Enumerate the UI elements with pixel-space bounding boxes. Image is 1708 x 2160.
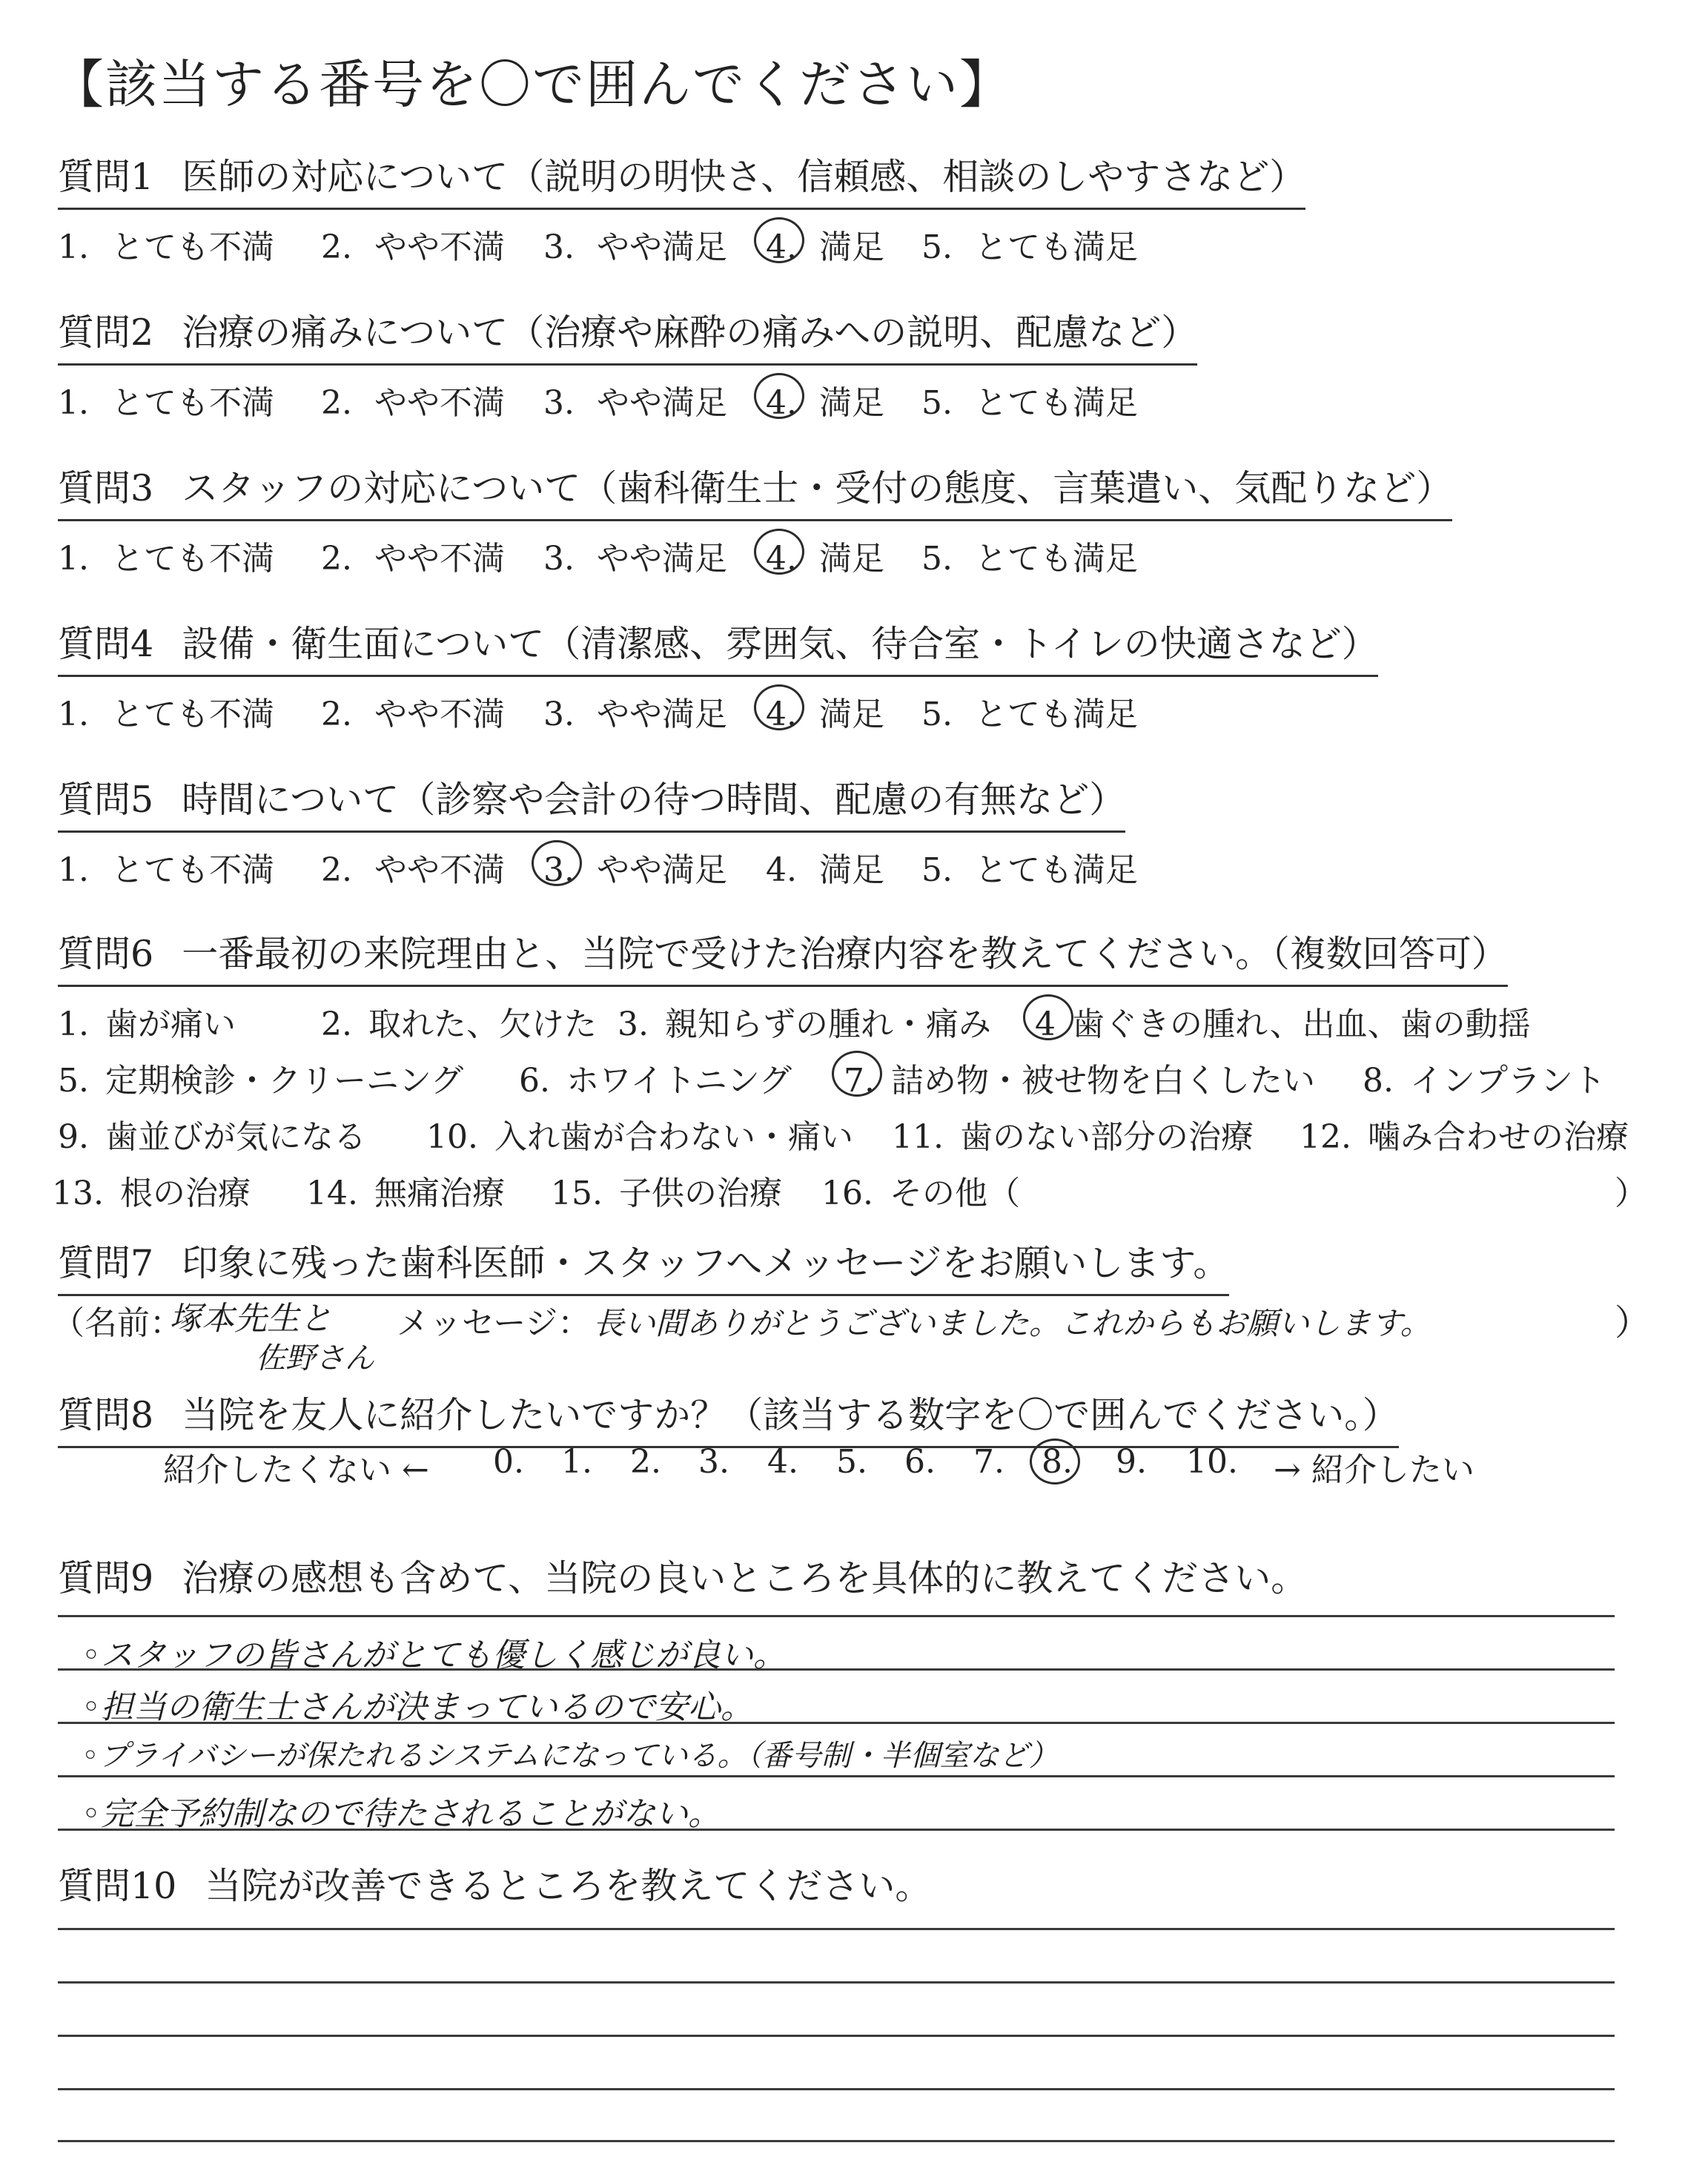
scale-option-6[interactable]: 6. — [904, 1443, 936, 1481]
recommend-scale: 紹介したくない ← 0. 1. 2. 3. 4. 5. 6. 7. 8. 9. 10. → 紹介したい — [163, 1443, 1572, 1495]
question-text: 当院が改善できるところを教えてください。 — [205, 1865, 932, 1907]
question-10 — [58, 1857, 1652, 1917]
reason-option-1[interactable]: 1. 歯が痛い — [58, 1005, 236, 1043]
rating-option-2[interactable]: 2. やや不満 — [321, 540, 505, 578]
question-6 — [52, 925, 1652, 1212]
rating-options — [58, 371, 1652, 423]
reason-option-15[interactable]: 15. 子供の治療 — [551, 1175, 782, 1212]
scale-option-2[interactable]: 2. — [630, 1443, 661, 1481]
question-heading — [58, 771, 1125, 833]
reason-option-13[interactable]: 13. 根の治療 — [52, 1175, 251, 1212]
question-7 — [58, 1235, 1652, 1296]
scale-option-0[interactable]: 0. — [493, 1443, 524, 1481]
rating-option-1[interactable]: 1. とても不満 — [58, 384, 274, 422]
question-4 — [58, 615, 1652, 735]
rating-option-2[interactable]: 2. やや不満 — [321, 384, 505, 422]
reason-options-row-2 — [58, 1049, 1652, 1100]
scale-right-label: → 紹介したい — [1274, 1451, 1474, 1489]
q10-answer-line-5[interactable] — [58, 2140, 1615, 2142]
question-number: 質問10 — [58, 1865, 177, 1907]
q9-answer-line-4[interactable]: ◦完全予約制なので待たされることがない。 — [82, 1795, 721, 1833]
answer-rule — [58, 1775, 1615, 1777]
page-title: 【該当する番号を〇で囲んでください】 — [52, 54, 1013, 115]
question-text: 印象に残った歯科医師・スタッフへメッセージをお願いします。 — [182, 1242, 1230, 1284]
answer-rule — [58, 1829, 1615, 1831]
rating-options — [58, 527, 1652, 579]
reason-option-14[interactable]: 14. 無痛治療 — [306, 1175, 505, 1212]
rating-options — [58, 839, 1652, 891]
question-3 — [58, 460, 1652, 579]
rating-option-3[interactable]: 3. やや満足 — [543, 384, 727, 422]
q9-answer-line-1[interactable]: ◦スタッフの皆さんがとても優しく感じが良い。 — [82, 1636, 786, 1674]
scale-option-5[interactable]: 5. — [836, 1443, 867, 1481]
answer-rule — [58, 1615, 1615, 1617]
answer-rule — [58, 1722, 1615, 1724]
question-1 — [58, 148, 1652, 268]
question-heading — [58, 460, 1452, 521]
message-open-label: （名前： — [52, 1304, 182, 1342]
question-heading — [58, 1857, 931, 1917]
question-number: 質問3 — [58, 467, 154, 509]
reason-option-3[interactable]: 3. 親知らずの腫れ・痛み — [618, 1005, 991, 1043]
q10-answer-line-1[interactable] — [58, 1928, 1615, 1930]
answer-circle — [754, 217, 804, 263]
reason-option-16[interactable]: 16. その他（ — [821, 1175, 1020, 1212]
scale-option-7[interactable]: 7. — [973, 1443, 1004, 1481]
rating-option-4[interactable]: 4. 満足 — [766, 687, 884, 735]
rating-option-2[interactable]: 2. やや不満 — [321, 696, 505, 733]
question-heading — [58, 615, 1378, 677]
rating-option-4[interactable]: 4. 満足 — [766, 532, 884, 579]
reason-options-row-3 — [58, 1106, 1652, 1156]
reason-option-6[interactable]: 6. ホワイトニング — [519, 1062, 792, 1100]
question-text: 治療の感想も含めて、当院の良いところを具体的に教えてください。 — [182, 1557, 1308, 1599]
answer-circle — [1023, 994, 1073, 1040]
reason-option-8[interactable]: 8. インプラント — [1363, 1062, 1606, 1100]
question-text: 当院を友人に紹介したいですか？（該当する数字を〇で囲んでください。） — [182, 1394, 1399, 1436]
question-text: 一番最初の来院理由と、当院で受けた治療内容を教えてください。（複数回答可） — [182, 933, 1508, 975]
reason-option-11[interactable]: 11. 歯のない部分の治療 — [892, 1118, 1254, 1156]
answer-circle — [754, 529, 804, 575]
scale-option-4[interactable]: 4. — [767, 1443, 798, 1481]
question-2 — [58, 304, 1652, 423]
answer-rule — [58, 1668, 1615, 1671]
q10-answer-line-4[interactable] — [58, 2088, 1615, 2090]
question-heading — [58, 304, 1197, 366]
message-close-paren: ） — [1615, 1302, 1651, 1344]
question-text: 時間について（診察や会計の待つ時間、配慮の有無など） — [182, 779, 1126, 821]
question-number: 質問5 — [58, 779, 154, 821]
rating-option-4[interactable]: 4. 満足 — [766, 376, 884, 423]
rating-option-3[interactable]: 3. やや満足 — [543, 540, 727, 578]
reason-option-10[interactable]: 10. 入れ歯が合わない・痛い — [426, 1118, 853, 1156]
q10-answer-line-3[interactable] — [58, 2035, 1615, 2037]
rating-options — [58, 683, 1652, 735]
rating-option-2[interactable]: 2. やや不満 — [321, 851, 505, 889]
rating-option-5[interactable]: 5. とても満足 — [921, 540, 1138, 578]
q9-answer-line-3[interactable]: ◦プライバシーが保たれるシステムになっている。（番号制・半個室など） — [82, 1739, 1059, 1773]
rating-option-1[interactable]: 1. とても不満 — [58, 696, 274, 733]
reason-option-5[interactable]: 5. 定期検診・クリーニング — [58, 1062, 464, 1100]
message-label: メッセージ： — [397, 1304, 591, 1342]
rating-option-1[interactable]: 1. とても不満 — [58, 540, 274, 578]
rating-option-3[interactable]: 3. やや満足 — [543, 843, 727, 891]
question-text: 医師の対応について（説明の明快さ、信頼感、相談のしやすさなど） — [182, 156, 1306, 198]
rating-option-1[interactable]: 1. とても不満 — [58, 851, 274, 889]
rating-option-5[interactable]: 5. とても満足 — [921, 696, 1138, 733]
question-number: 質問1 — [58, 156, 154, 198]
reason-option-7[interactable]: 7. 詰め物・被せ物を白くしたい — [844, 1054, 1315, 1101]
question-heading — [58, 1235, 1229, 1296]
rating-option-4[interactable]: 4. 満足 — [766, 851, 884, 889]
rating-option-3[interactable]: 3. やや満足 — [543, 228, 727, 266]
question-number: 質問6 — [58, 933, 154, 975]
answer-circle — [832, 1051, 882, 1097]
question-text: 治療の痛みについて（治療や麻酔の痛みへの説明、配慮など） — [182, 311, 1198, 354]
question-number: 質問4 — [58, 623, 154, 665]
rating-option-5[interactable]: 5. とても満足 — [921, 851, 1138, 889]
staff-name-line-2[interactable]: 佐野さん — [256, 1341, 374, 1375]
reason-options-row-4 — [52, 1162, 1652, 1212]
rating-option-5[interactable]: 5. とても満足 — [921, 384, 1138, 422]
q9-answer-line-2[interactable]: ◦担当の衛生士さんが決まっているので安心。 — [82, 1688, 753, 1726]
scale-option-3[interactable]: 3. — [698, 1443, 729, 1481]
question-8 — [58, 1387, 1652, 1448]
scale-option-1[interactable]: 1. — [561, 1443, 592, 1481]
question-heading — [58, 1387, 1399, 1448]
question-text: スタッフの対応について（歯科衛生士・受付の態度、言葉遣い、気配りなど） — [182, 467, 1453, 509]
answer-circle — [754, 373, 804, 419]
other-close-paren: ） — [1615, 1175, 1647, 1212]
scale-option-10[interactable]: 10. — [1186, 1443, 1238, 1481]
question-number: 質問7 — [58, 1242, 154, 1284]
rating-option-1[interactable]: 1. とても不満 — [58, 228, 274, 266]
reason-options-row-1 — [58, 993, 1652, 1043]
question-number: 質問9 — [58, 1557, 154, 1599]
reason-option-9[interactable]: 9. 歯並びが気になる — [58, 1118, 366, 1156]
question-number: 質問2 — [58, 311, 154, 354]
answer-circle — [532, 840, 582, 886]
rating-option-4[interactable]: 4. 満足 — [766, 220, 884, 268]
rating-option-3[interactable]: 3. やや満足 — [543, 696, 727, 733]
answer-circle — [754, 684, 804, 730]
question-heading — [58, 925, 1508, 987]
scale-left-label: 紹介したくない ← — [163, 1451, 429, 1489]
scale-option-9[interactable]: 9. — [1116, 1443, 1147, 1481]
rating-options — [58, 216, 1652, 268]
message-field[interactable]: 長い間ありがとうございました。これからもお願いします。 — [593, 1305, 1431, 1341]
staff-name-line-1[interactable]: 塚本先生と — [169, 1300, 332, 1338]
reason-option-2[interactable]: 2. 取れた、欠けた — [321, 1005, 597, 1043]
question-text: 設備・衛生面について（清潔感、雰囲気、待合室・トイレの快適さなど） — [182, 623, 1378, 665]
question-heading — [58, 148, 1305, 210]
question-heading — [58, 1550, 1307, 1609]
reason-option-12[interactable]: 12. 噛み合わせの治療 — [1300, 1118, 1629, 1156]
rating-option-2[interactable]: 2. やや不満 — [321, 228, 505, 266]
question-5 — [58, 771, 1652, 891]
question-9 — [58, 1550, 1652, 1609]
q10-answer-line-2[interactable] — [58, 1981, 1615, 1984]
question-number: 質問8 — [58, 1394, 154, 1436]
rating-option-5[interactable]: 5. とても満足 — [921, 228, 1138, 266]
reason-option-4[interactable]: 4 歯ぐきの腫れ、出血、歯の動揺 — [1035, 997, 1531, 1045]
